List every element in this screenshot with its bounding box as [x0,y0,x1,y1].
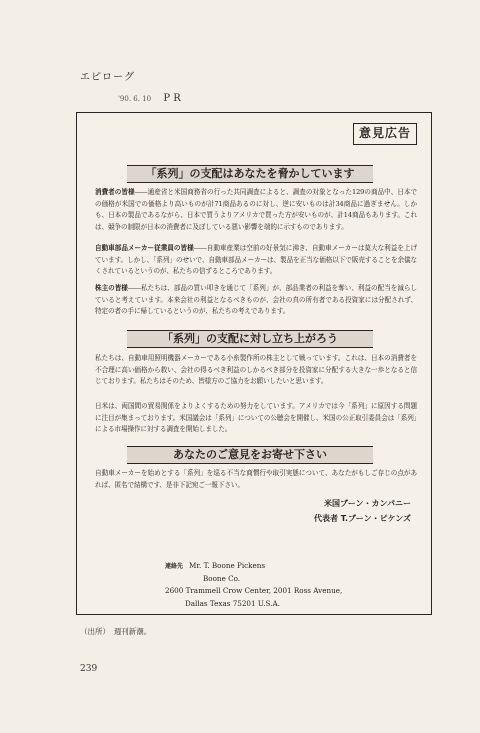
heading-keiretsu-threat: 「系列」の支配はあなたを脅かしています [127,165,373,183]
contact-company: Boone Co. [203,574,241,584]
heading-stand-up: 「系列」の支配に対し立ち上がろう [127,330,373,348]
paragraph-shareholders [95,283,417,318]
company-name: 米国ブーン・カンパニー [323,499,411,508]
paragraph-request: 自動車メーカーを始めとする「系列」を巡る不当な商慣行や取引実態について、あなたがもしご存じの点があれば、匿名で結構です、是非下記宛ご一報下さい。 [95,469,417,489]
lead-consumers: 消費者の皆様 [95,188,135,196]
contact-name: Mr. T. Boone Pickens [189,561,266,570]
ad-date-line [118,93,181,104]
contact-address-1: 2600 Trammell Crow Center, 2001 Ross Avenue, [165,586,343,596]
paragraph-consumers [95,187,417,233]
text-consumers: ――通産省と米国商務省の行った共同調査によると、調査の対象となった129の商品中、日本での価格が米国での価格より高いものが計71商品あるのに対し、逆に安いものは計34商品に過ぎません。しかも、日本の製品であるながら、日本で買うよりアメリカで買った方が安いものが、計14商品もあります。これは、競争の制限が日本の消費者に及ぼしている悪い影響を端的に示すものであります。 [95,188,418,231]
lead-parts-workers: 自動車部品メーカー従業員の皆様 [95,244,194,252]
page-number: 239 [80,664,98,674]
lead-shareholders: 株主の皆様 [95,284,128,292]
contact-address-2: Dallas Texas 75201 U.S.A. [185,598,280,608]
contact-name-line [165,560,395,573]
contact-block [165,560,395,610]
source-note: （出所） 週刊新潮。 [80,627,152,636]
paragraph-trade-relations: 日米は、両国間の貿易関係をよりよくするための努力をしています。アメリカでは今「系列」に原因する問題に注目が集まっております。米国議会は「系列」についての公聴会を開催し、米国の公正取引委員会は「系列」による市場操作に対する調査を開始しました。 [95,402,417,433]
opinion-advertisement [76,112,432,615]
contact-label: 連絡先 [165,563,184,570]
chapter-title: エピローグ [80,72,135,83]
text-shareholders: ――私たちは、部品の買い叩きを通じて「系列」が、部品業者の利益を奪い、利益の配当を減らしていると考えています。本来会社の利益となるべきものが、会社の真の所有者である投資家には分配されず、特定の者の手に帰しているというのが、私たちの考えであります。 [95,284,417,315]
ad-title: 意見広告 [353,123,417,145]
representative: 代表者 T.ブーン・ピケンズ [313,514,411,523]
heading-send-opinions: あなたのご意見をお寄せ下さい [127,446,373,464]
paragraph-parts-workers [95,243,417,278]
paragraph-koito: 私たちは、自動車用照明機器メーカーである小糸製作所の株主として戦っています。これは、日本の消費者を不合理に高い価格から救い、会社の得るべき利益のしかるべき部分を投資家に分配する大きな一歩となると信じております。私たちはそのため、皆様方のご協力をお願いしたいと思います。 [95,354,417,385]
ad-date: '90. 6. 10 [118,95,152,103]
pr-mark: P R [163,93,181,104]
text-parts-workers: ――自動車産業は空前の好景気に沸き、自動車メーカーは莫大な利益を上げています。しかし、「系列」のせいで、自動車部品メーカーは、製品を正当な価格以下で販売することを余儀なくされているというのが、私たちの信ずるところであります。 [95,244,417,275]
